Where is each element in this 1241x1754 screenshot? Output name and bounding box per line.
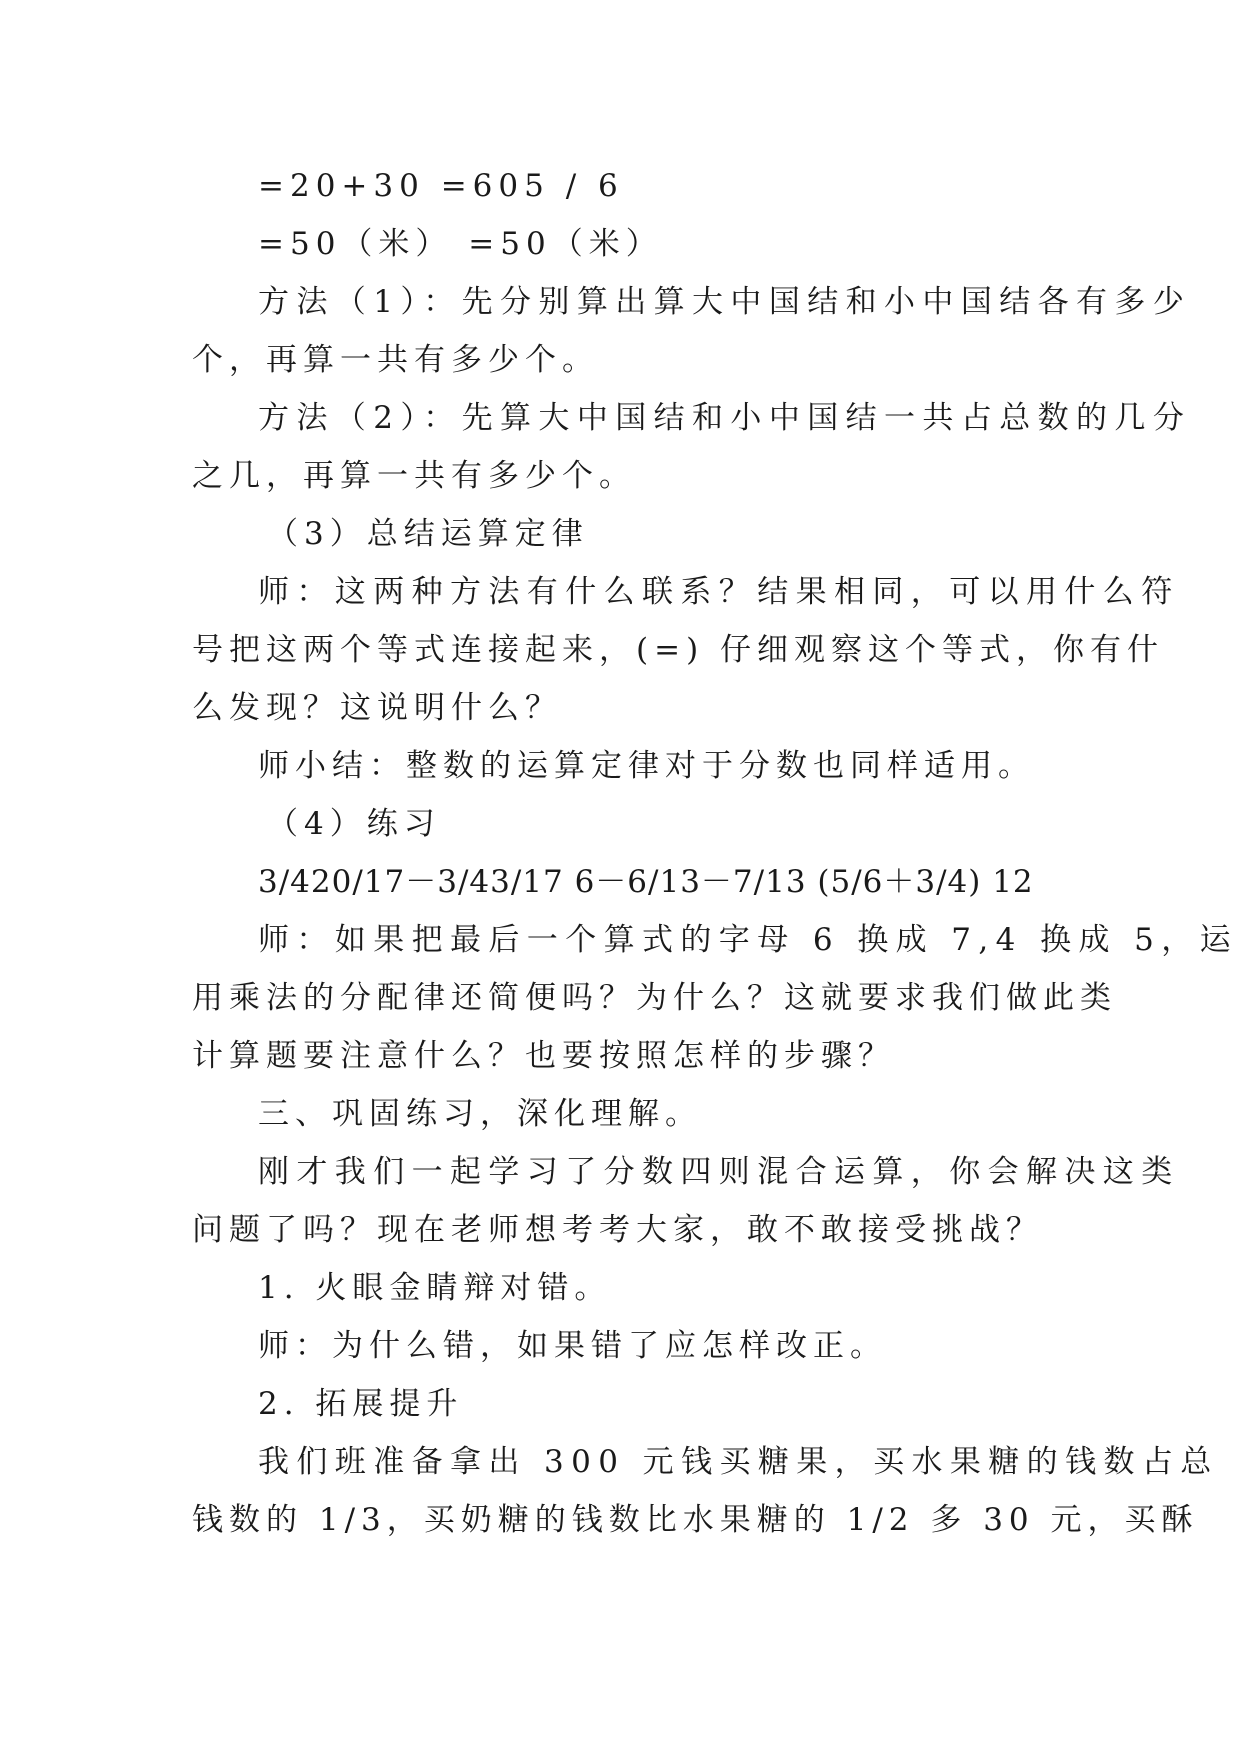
list-item: 2. 拓展提升 <box>258 1386 464 1422</box>
section-heading: （3）总结运算定律 <box>267 516 589 552</box>
paragraph-line: 用乘法的分配律还简便吗？为什么？这就要求我们做此类 <box>192 980 1117 1016</box>
exercise-line: 3/420/17－3/43/17 6－6/13－7/13 (5/6＋3/4) 12 <box>258 864 1034 900</box>
paragraph-line: 之几，再算一共有多少个。 <box>192 458 636 494</box>
paragraph-line: 刚才我们一起学习了分数四则混合运算，你会解决这类 <box>258 1154 1180 1190</box>
paragraph-line: 师：这两种方法有什么联系？结果相同，可以用什么符 <box>258 574 1180 610</box>
paragraph-line: 方法（1）：先分别算出算大中国结和小中国结各有多少 <box>258 284 1192 320</box>
paragraph-line: 计算题要注意什么？也要按照怎样的步骤？ <box>192 1038 895 1074</box>
text-line: =50（米） =50（米） <box>258 226 663 262</box>
text-line: =20+30 =605 / 6 <box>258 168 624 204</box>
paragraph-line: 方法（2）：先算大中国结和小中国结一共占总数的几分 <box>258 400 1192 436</box>
section-heading: 三、巩固练习，深化理解。 <box>258 1096 702 1132</box>
paragraph-line: 么发现？这说明什么？ <box>192 690 562 726</box>
paragraph-line: 问题了吗？现在老师想考考大家，敢不敢接受挑战？ <box>192 1212 1043 1248</box>
paragraph-line: 师：如果把最后一个算式的字母 6 换成 7,4 换成 5，运 <box>258 922 1239 958</box>
list-item: 1. 火眼金睛辩对错。 <box>258 1270 612 1306</box>
paragraph-line: 师小结：整数的运算定律对于分数也同样适用。 <box>258 748 1035 784</box>
paragraph-line: 号把这两个等式连接起来，(=) 仔细观察这个等式，你有什 <box>192 632 1165 668</box>
paragraph-line: 师：为什么错，如果错了应怎样改正。 <box>258 1328 887 1364</box>
paragraph-line: 我们班准备拿出 300 元钱买糖果，买水果糖的钱数占总 <box>258 1444 1219 1480</box>
paragraph-line: 个，再算一共有多少个。 <box>192 342 599 378</box>
section-heading: （4）练习 <box>267 806 441 842</box>
paragraph-line: 钱数的 1/3，买奶糖的钱数比水果糖的 1/2 多 30 元，买酥 <box>192 1502 1199 1538</box>
